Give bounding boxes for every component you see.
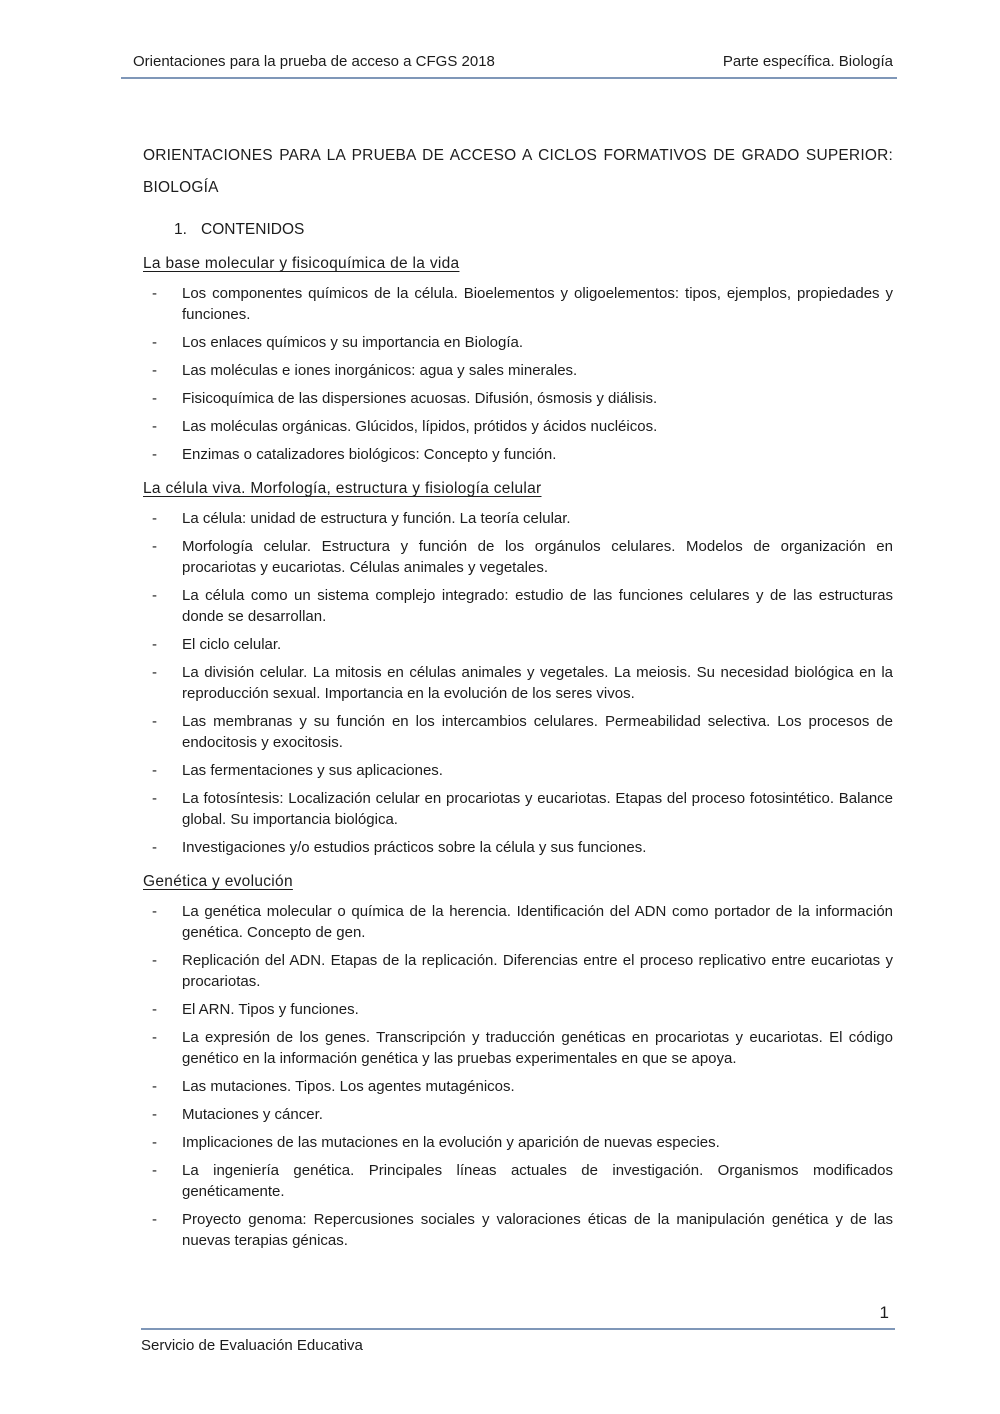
bullet-list — [143, 901, 893, 1251]
footer-text: Servicio de Evaluación Educativa — [141, 1337, 363, 1354]
bullet-dash-marker: - — [152, 790, 157, 807]
contents-heading — [143, 219, 893, 240]
list-item — [143, 360, 893, 381]
contents-number: 1. — [174, 221, 187, 238]
bullet-dash-marker: - — [152, 903, 157, 920]
list-item — [143, 1132, 893, 1153]
content-section — [143, 253, 893, 465]
list-item — [143, 585, 893, 627]
list-item-text: La fotosíntesis: Localización celular en procariotas y eucariotas. Etapas del proceso fotosintético. Balance global. Su importancia biológica. — [182, 790, 893, 828]
list-item — [143, 1027, 893, 1069]
list-item-text: Los componentes químicos de la célula. Bioelementos y oligoelementos: tipos, ejemplos, propiedades y funciones. — [182, 285, 893, 323]
list-item-text: Replicación del ADN. Etapas de la replicación. Diferencias entre el proceso replicativo entre eucariotas y procariotas. — [182, 952, 893, 990]
list-item-text: Las membranas y su función en los intercambios celulares. Permeabilidad selectiva. Los procesos de endocitosis y exocitosis. — [182, 713, 893, 751]
bullet-dash-marker: - — [152, 285, 157, 302]
sections-container — [143, 253, 893, 1251]
list-item — [143, 416, 893, 437]
list-item — [143, 1104, 893, 1125]
bullet-dash-marker: - — [152, 1162, 157, 1179]
bullet-dash-marker: - — [152, 510, 157, 527]
list-item-text: Los enlaces químicos y su importancia en Biología. — [182, 334, 524, 351]
list-item-text: La genética molecular o química de la herencia. Identificación del ADN como portador de la información genética. Concepto de gen. — [182, 903, 893, 941]
list-item-text: La célula: unidad de estructura y función. La teoría celular. — [182, 510, 571, 527]
list-item-text: Implicaciones de las mutaciones en la evolución y aparición de nuevas especies. — [182, 1134, 720, 1151]
list-item — [143, 388, 893, 409]
list-item — [143, 662, 893, 704]
list-item — [143, 444, 893, 465]
contents-label: CONTENIDOS — [201, 221, 305, 238]
bullet-dash-marker: - — [152, 1029, 157, 1046]
header-right-text: Parte específica. Biología — [722, 53, 893, 70]
page-header — [121, 53, 897, 79]
list-item — [143, 332, 893, 353]
bullet-dash-marker: - — [152, 636, 157, 653]
list-item-text: Las fermentaciones y sus aplicaciones. — [182, 762, 443, 779]
list-item-text: Enzimas o catalizadores biológicos: Concepto y función. — [182, 446, 557, 463]
bullet-dash-marker: - — [152, 390, 157, 407]
bullet-dash-marker: - — [152, 839, 157, 856]
list-item-text: La división celular. La mitosis en células animales y vegetales. La meiosis. Su necesidad biológica en la reproducción sexual. Importancia en la evolución de los seres vivos. — [182, 664, 893, 702]
section-heading: La célula viva. Morfología, estructura y fisiología celular — [143, 480, 542, 497]
list-item-text: Las moléculas orgánicas. Glúcidos, lípidos, prótidos y ácidos nucléicos. — [182, 418, 658, 435]
bullet-list — [143, 283, 893, 465]
content-section — [143, 478, 893, 858]
list-item-text: Mutaciones y cáncer. — [182, 1106, 323, 1123]
list-item-text: Las mutaciones. Tipos. Los agentes mutagénicos. — [182, 1078, 515, 1095]
bullet-dash-marker: - — [152, 664, 157, 681]
list-item-text: Investigaciones y/o estudios prácticos sobre la célula y sus funciones. — [182, 839, 647, 856]
list-item — [143, 999, 893, 1020]
bullet-dash-marker: - — [152, 538, 157, 555]
list-item — [143, 536, 893, 578]
bullet-dash-marker: - — [152, 418, 157, 435]
list-item — [143, 788, 893, 830]
list-item — [143, 1160, 893, 1202]
list-item — [143, 1209, 893, 1251]
list-item — [143, 711, 893, 753]
list-item — [143, 283, 893, 325]
list-item — [143, 634, 893, 655]
bullet-dash-marker: - — [152, 762, 157, 779]
bullet-dash-marker: - — [152, 1001, 157, 1018]
bullet-dash-marker: - — [152, 713, 157, 730]
bullet-dash-marker: - — [152, 587, 157, 604]
bullet-dash-marker: - — [152, 1078, 157, 1095]
list-item — [143, 1076, 893, 1097]
list-item-text: La expresión de los genes. Transcripción y traducción genéticas en procariotas y eucariotas. El código genético en la información genética y las pruebas experimentales en que se apoya. — [182, 1029, 893, 1067]
section-heading: Genética y evolución — [143, 873, 293, 890]
bullet-dash-marker: - — [152, 362, 157, 379]
footer-divider — [141, 1328, 895, 1330]
list-item-text: La ingeniería genética. Principales líneas actuales de investigación. Organismos modificados genéticamente. — [182, 1162, 893, 1200]
list-item-text: Fisicoquímica de las dispersiones acuosas. Difusión, ósmosis y diálisis. — [182, 390, 658, 407]
list-item — [143, 950, 893, 992]
document-body — [143, 140, 893, 1258]
page-footer — [141, 1302, 895, 1354]
list-item-text: El ARN. Tipos y funciones. — [182, 1001, 359, 1018]
list-item-text: Morfología celular. Estructura y función de los orgánulos celulares. Modelos de organización en procariotas y eucariotas. Células animales y vegetales. — [182, 538, 893, 576]
list-item-text: La célula como un sistema complejo integrado: estudio de las funciones celulares y de las estructuras donde se desarrollan. — [182, 587, 893, 625]
list-item-text: Proyecto genoma: Repercusiones sociales y valoraciones éticas de la manipulación genética y de las nuevas terapias génicas. — [182, 1211, 893, 1249]
list-item-text: Las moléculas e iones inorgánicos: agua y sales minerales. — [182, 362, 578, 379]
bullet-dash-marker: - — [152, 334, 157, 351]
list-item — [143, 837, 893, 858]
bullet-list — [143, 508, 893, 858]
document-title: ORIENTACIONES PARA LA PRUEBA DE ACCESO A CICLOS FORMATIVOS DE GRADO SUPERIOR: BIOLOGÍA — [143, 147, 893, 196]
list-item — [143, 508, 893, 529]
list-item — [143, 760, 893, 781]
bullet-dash-marker: - — [152, 1134, 157, 1151]
header-left-text: Orientaciones para la prueba de acceso a CFGS 2018 — [133, 53, 495, 70]
content-section — [143, 871, 893, 1251]
page-number: 1 — [879, 1303, 889, 1322]
list-item-text: El ciclo celular. — [182, 636, 282, 653]
section-heading: La base molecular y fisicoquímica de la vida — [143, 255, 460, 272]
bullet-dash-marker: - — [152, 952, 157, 969]
bullet-dash-marker: - — [152, 1211, 157, 1228]
bullet-dash-marker: - — [152, 1106, 157, 1123]
list-item — [143, 901, 893, 943]
bullet-dash-marker: - — [152, 446, 157, 463]
